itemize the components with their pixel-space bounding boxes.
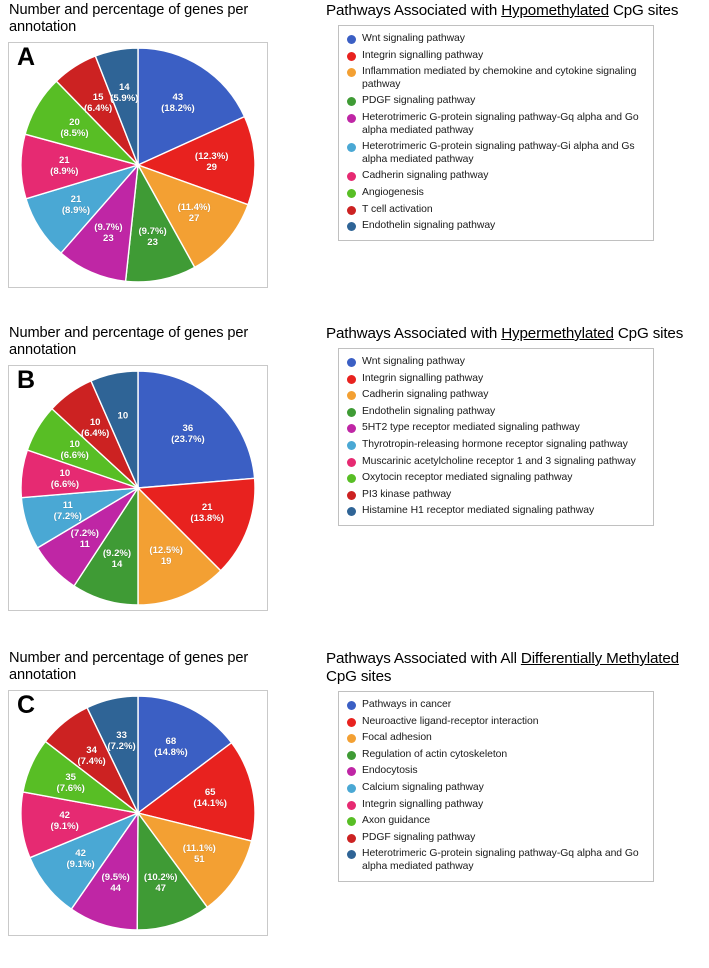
legend-item-label: Cadherin signaling pathway: [362, 389, 489, 401]
legend-color-swatch-icon: [347, 408, 356, 417]
pie-slice-label: 43 (18.2%): [161, 92, 195, 114]
legend-color-swatch-icon: [347, 834, 356, 843]
pie-slice-label: 33 (7.2%): [107, 730, 136, 753]
pie-slice-label: (12.3%) 29: [194, 151, 229, 174]
legend-item-label: PDGF signaling pathway: [362, 95, 476, 107]
legend-item[interactable]: [346, 799, 645, 812]
legend-title-suffix: CpG sites: [326, 668, 392, 685]
legend-color-swatch-icon: [347, 189, 356, 198]
legend-color-swatch-icon: [347, 718, 356, 727]
legend-title: [326, 325, 704, 343]
pie-chart-box: [8, 42, 268, 288]
legend-color-swatch-icon: [347, 68, 356, 77]
legend-item[interactable]: [346, 765, 645, 778]
legend-item[interactable]: [346, 95, 645, 108]
legend-item-label: Thyrotropin-releasing hormone receptor signaling pathway: [362, 438, 628, 450]
pie-chart-pie: [17, 691, 257, 932]
pie-slice-label: (9.7%) 23: [138, 226, 167, 249]
legend-item[interactable]: [346, 732, 645, 745]
legend-color-swatch-icon: [347, 734, 356, 743]
legend-title-suffix: CpG sites: [608, 2, 679, 19]
pie-canvas: [17, 43, 257, 284]
legend-item[interactable]: [346, 50, 645, 63]
legend-box: [338, 691, 654, 882]
legend-item[interactable]: [346, 489, 645, 502]
legend-item-label: Endocytosis: [362, 765, 418, 777]
legend-item[interactable]: [346, 422, 645, 435]
legend-item-label: Pathways in cancer: [362, 699, 452, 710]
pie-slice-label: 21 (8.9%): [61, 193, 91, 216]
legend-title-emphasis: Hypermethylated: [501, 325, 614, 342]
legend-column: [326, 650, 706, 882]
legend-item[interactable]: [346, 472, 645, 485]
legend-item[interactable]: [346, 356, 645, 369]
pie-slice-label: (11.4%) 27: [177, 201, 211, 224]
legend-color-swatch-icon: [347, 358, 356, 367]
pie-slice-label: 10 (6.6%): [50, 467, 80, 490]
legend-item[interactable]: [346, 848, 645, 873]
legend-color-swatch-icon: [347, 751, 356, 760]
pie-slice-label: 20 (8.5%): [60, 116, 89, 139]
legend-item[interactable]: [346, 749, 645, 762]
legend-title: [326, 2, 704, 20]
legend-item-label: PDGF signaling pathway: [362, 831, 476, 843]
pie-slice[interactable]: [138, 371, 255, 488]
pie-slice-label: 11 (7.2%): [53, 499, 82, 522]
legend-color-swatch-icon: [347, 222, 356, 231]
pie-slice-label: 10: [117, 410, 129, 422]
legend-item[interactable]: [346, 33, 645, 46]
legend-color-swatch-icon: [347, 52, 356, 61]
pie-slice-label: (9.5%) 44: [101, 872, 130, 895]
pie-column: [8, 650, 308, 936]
legend-color-swatch-icon: [347, 114, 356, 123]
legend-item[interactable]: [346, 505, 645, 518]
legend-item[interactable]: [346, 782, 645, 795]
legend-color-swatch-icon: [347, 35, 356, 44]
legend-item-label: Histamine H1 receptor mediated signaling pathway: [362, 505, 595, 517]
legend-title-prefix: Pathways Associated with: [326, 325, 502, 342]
legend-item[interactable]: [346, 204, 645, 217]
legend-item-label: Oxytocin receptor mediated signaling pathway: [362, 472, 573, 484]
pie-chart-pie: [17, 366, 257, 607]
legend-color-swatch-icon: [347, 491, 356, 500]
legend-title-prefix: Pathways Associated with: [326, 2, 502, 19]
legend-title-emphasis: Hypomethylated: [501, 2, 609, 19]
legend-item[interactable]: [346, 389, 645, 402]
legend-box: [338, 25, 654, 241]
legend-item[interactable]: [346, 439, 645, 452]
legend-item-label: Angiogenesis: [362, 186, 424, 198]
pie-slice-label: 35 (7.6%): [56, 772, 85, 794]
pie-slice-label: 42 (9.1%): [50, 809, 79, 832]
legend-item-label: Integrin signalling pathway: [362, 372, 484, 384]
legend-item-label: Axon guidance: [362, 815, 431, 827]
legend-color-swatch-icon: [347, 441, 356, 450]
pie-column: [8, 2, 308, 288]
legend-item-label: Endothelin signaling pathway: [362, 220, 496, 232]
panel-letter: A: [17, 43, 36, 71]
legend-item[interactable]: [346, 716, 645, 729]
legend-color-swatch-icon: [347, 391, 356, 400]
legend-color-swatch-icon: [347, 458, 356, 467]
legend-item-label: Neuroactive ligand-receptor interaction: [362, 715, 539, 727]
legend-item-label: Heterotrimeric G-protein signaling pathway-Gq alpha and Go alpha mediated pathway: [362, 111, 639, 136]
legend-item[interactable]: [346, 373, 645, 386]
pie-canvas: [17, 366, 257, 607]
legend-item[interactable]: [346, 66, 645, 91]
legend-item-label: Integrin signalling pathway: [362, 49, 484, 61]
legend-color-swatch-icon: [347, 375, 356, 384]
legend-color-swatch-icon: [347, 817, 356, 826]
legend-item[interactable]: [346, 815, 645, 828]
legend-color-swatch-icon: [347, 850, 356, 859]
legend-item-label: Heterotrimeric G-protein signaling pathway-Gi alpha and Gs alpha mediated pathway: [362, 141, 635, 165]
pie-slice-label: (7.2%) 11: [70, 528, 99, 550]
legend-item[interactable]: [346, 112, 645, 137]
legend-item-label: Focal adhesion: [362, 732, 432, 744]
pie-slice-label: (11.1%) 51: [182, 843, 216, 865]
legend-item[interactable]: [346, 456, 645, 469]
pie-heading: Number and percentage of genes per annotation: [9, 650, 249, 683]
legend-item-label: Heterotrimeric G-protein signaling pathway-Gq alpha and Go alpha mediated pathway: [362, 848, 639, 872]
legend-color-swatch-icon: [347, 767, 356, 776]
legend-item-label: Regulation of actin cytoskeleton: [362, 748, 508, 760]
legend-item[interactable]: [346, 406, 645, 419]
legend-item-label: Wnt signaling pathway: [362, 356, 465, 367]
legend-item-label: Wnt signaling pathway: [362, 33, 465, 44]
legend-box: [338, 348, 654, 526]
legend-item[interactable]: [346, 832, 645, 845]
pie-slice-label: 42 (9.1%): [66, 848, 95, 871]
legend-color-swatch-icon: [347, 206, 356, 215]
pie-slice-label: (10.2%) 47: [143, 872, 178, 895]
legend-color-swatch-icon: [347, 801, 356, 810]
legend-item-label: Inflammation mediated by chemokine and cytokine signaling pathway: [362, 66, 637, 90]
pie-slice-label: 14 (5.9%): [110, 81, 139, 104]
legend-item-label: PI3 kinase pathway: [362, 488, 452, 500]
pie-slice-label: 10 (6.4%): [81, 417, 110, 439]
pie-slice-label: 36 (23.7%): [171, 422, 205, 445]
pie-slice-label: (9.2%) 14: [102, 547, 132, 570]
legend-color-swatch-icon: [347, 701, 356, 710]
pie-chart-pie: [17, 43, 257, 284]
legend-item-label: Calcium signaling pathway: [362, 781, 484, 793]
legend-color-swatch-icon: [347, 784, 356, 793]
legend-column: [326, 325, 706, 526]
pie-chart-box: [8, 690, 268, 936]
panel-letter: B: [17, 366, 36, 394]
legend-item[interactable]: [346, 220, 645, 233]
legend-item[interactable]: [346, 170, 645, 183]
legend-title-emphasis: Differentially Methylated: [520, 650, 679, 667]
legend-title-prefix: Pathways Associated with All: [326, 650, 521, 667]
pie-slice-label: 21 (8.9%): [50, 155, 79, 177]
legend-color-swatch-icon: [347, 507, 356, 516]
legend-color-swatch-icon: [347, 97, 356, 106]
pie-heading: Number and percentage of genes per annotation: [9, 325, 249, 358]
panel-letter: C: [17, 691, 36, 719]
legend-item-label: Cadherin signaling pathway: [362, 170, 489, 182]
pie-slice-label: 21 (13.8%): [190, 502, 224, 525]
legend-item[interactable]: [346, 699, 645, 712]
legend-item-label: Endothelin signaling pathway: [362, 405, 496, 417]
legend-item-label: 5HT2 type receptor mediated signaling pathway: [362, 422, 580, 434]
pie-slice-label: (9.7%) 23: [94, 221, 123, 244]
pie-heading: Number and percentage of genes per annotation: [9, 2, 249, 35]
legend-color-swatch-icon: [347, 143, 356, 152]
pie-slice-label: 68 (14.8%): [154, 736, 188, 759]
pie-slice-label: 34 (7.4%): [77, 744, 106, 767]
legend-item-label: Integrin signalling pathway: [362, 798, 484, 810]
legend-color-swatch-icon: [347, 424, 356, 433]
pie-column: [8, 325, 308, 611]
legend-color-swatch-icon: [347, 172, 356, 181]
pie-slice-label: 10 (6.6%): [60, 439, 89, 462]
legend-color-swatch-icon: [347, 474, 356, 483]
pie-chart-box: [8, 365, 268, 611]
legend-item-label: T cell activation: [362, 203, 433, 215]
legend-title-suffix: CpG sites: [613, 325, 684, 342]
legend-item-label: Muscarinic acetylcholine receptor 1 and 3 signaling pathway: [362, 455, 636, 467]
legend-item[interactable]: [346, 141, 645, 166]
legend-column: [326, 2, 706, 241]
pie-slice-label: (12.5%) 19: [149, 545, 183, 568]
pie-slice-label: 15 (6.4%): [83, 92, 113, 114]
legend-item[interactable]: [346, 187, 645, 200]
pie-slice-label: 65 (14.1%): [193, 787, 227, 810]
legend-title: [326, 650, 704, 686]
pie-canvas: [17, 691, 257, 932]
